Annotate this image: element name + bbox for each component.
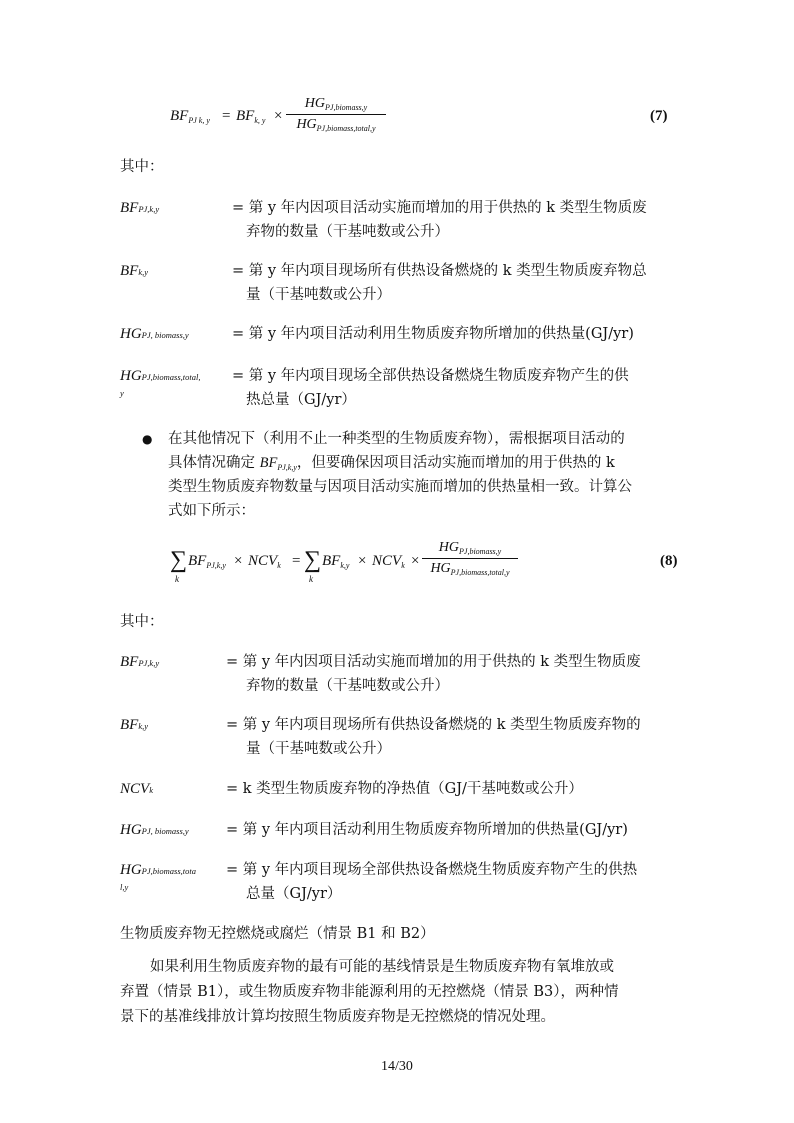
bullet-line-2: 具体情况确定 $BF_{PJ,k,y}$，但要确保因项目活动实施而增加的用于供热的 k bbox=[168, 455, 615, 472]
eq7-number: (7) bbox=[650, 108, 668, 124]
def1-hg-biomass bbox=[120, 322, 680, 348]
def-text-line2: 总量（GJ/yr） bbox=[246, 886, 342, 902]
eq7-lhs: $BF_{PJ k, y}$ bbox=[170, 108, 210, 125]
bullet-dot: ● bbox=[142, 432, 153, 446]
def-text-line2: 热总量（GJ/yr） bbox=[246, 392, 356, 408]
def-symbol: BFPJ,k,y bbox=[120, 200, 160, 216]
def-symbol: HGPJ,biomass,total, bbox=[120, 368, 201, 384]
eq7-fraction bbox=[286, 96, 386, 133]
page-number: 14/30 bbox=[381, 1059, 413, 1074]
def2-bf-pjky bbox=[120, 650, 680, 700]
paragraph-line-3: 景下的基准线排放计算均按照生物质废弃物是无控燃烧的情况处理。 bbox=[120, 1009, 555, 1025]
eq7-denominator: $HG_{PJ,biomass,total,y}$ bbox=[296, 117, 376, 133]
section-heading: 生物质废弃物无控燃烧或腐烂（情景 B1 和 B2） bbox=[120, 926, 435, 942]
def-symbol: BFk,y bbox=[120, 263, 148, 279]
def-symbol-subscript-wrap: y bbox=[120, 388, 124, 398]
def-text-line2: 量（干基吨数或公升） bbox=[246, 741, 391, 757]
def1-hg-biomass-total bbox=[120, 364, 680, 414]
eq8-bf-pj-term: $BF_{PJ,k,y}$ bbox=[188, 553, 226, 570]
equation-8 bbox=[170, 540, 690, 590]
def1-bf-pjky bbox=[120, 196, 680, 246]
def2-hg-biomass-total bbox=[120, 858, 680, 908]
eq7-numerator: $HG_{PJ,biomass,y}$ bbox=[304, 96, 368, 112]
def1-bf-ky bbox=[120, 259, 680, 309]
eq8-denominator: $HG_{PJ,biomass,total,y}$ bbox=[430, 561, 510, 577]
bullet-line-3: 类型生物质废弃物数量与因项目活动实施而增加的供热量相一致。计算公 bbox=[168, 479, 632, 495]
eq8-ncv-term-1: $NCV_k$ bbox=[248, 553, 281, 570]
eq8-times-1: × bbox=[234, 553, 243, 569]
eq7-bf-term: $BF_{k, y}$ bbox=[236, 108, 266, 125]
def-text-line2: 弃物的数量（干基吨数或公升） bbox=[246, 224, 449, 240]
def-text-line1: = 第 y 年内项目现场全部供热设备燃烧生物质废弃物产生的供 bbox=[232, 368, 629, 384]
def-symbol: HGPJ,biomass,tota bbox=[120, 862, 196, 878]
eq8-sum-index-2: k bbox=[309, 574, 313, 584]
where-label-1: 其中： bbox=[120, 159, 164, 175]
eq8-times-3: × bbox=[411, 553, 420, 569]
def-symbol: BFk,y bbox=[120, 717, 148, 733]
def-symbol: NCVk bbox=[120, 781, 153, 797]
eq8-bf-k-term: $BF_{k,y}$ bbox=[322, 553, 350, 570]
eq8-fraction bbox=[422, 540, 518, 577]
eq8-number: (8) bbox=[660, 553, 678, 569]
bullet-line-4: 式如下所示： bbox=[168, 503, 255, 519]
eq8-fraction-bar bbox=[422, 558, 518, 559]
def-symbol: BFPJ,k,y bbox=[120, 654, 160, 670]
def-text-line1: = 第 y 年内项目现场所有供热设备燃烧的 k 类型生物质废弃物的 bbox=[226, 717, 641, 733]
eq8-numerator: $HG_{PJ,biomass,y}$ bbox=[438, 540, 502, 556]
def-text-line2: 量（干基吨数或公升） bbox=[246, 287, 391, 303]
paragraph-line-2: 弃置（情景 B1），或生物质废弃物非能源利用的无控燃烧（情景 B3），两种情 bbox=[120, 984, 619, 1000]
equation-7 bbox=[170, 96, 690, 146]
def2-bf-ky bbox=[120, 713, 680, 763]
def-text-line1: = 第 y 年内因项目活动实施而增加的用于供热的 k 类型生物质废 bbox=[226, 654, 641, 670]
eq7-equals: = bbox=[222, 108, 231, 124]
eq8-times-2: × bbox=[358, 553, 367, 569]
paragraph-line-1: 如果利用生物质废弃物的最有可能的基线情景是生物质废弃物有氧堆放或 bbox=[150, 959, 614, 975]
eq8-equals: = bbox=[292, 553, 301, 569]
eq7-fraction-bar bbox=[286, 114, 386, 115]
eq8-sum-1: ∑ bbox=[170, 547, 188, 573]
def-text-line2: 弃物的数量（干基吨数或公升） bbox=[246, 678, 449, 694]
def2-hg-biomass bbox=[120, 818, 680, 844]
def-text-line1: = 第 y 年内项目现场全部供热设备燃烧生物质废弃物产生的供热 bbox=[226, 862, 638, 878]
def-text-line1: = 第 y 年内项目活动利用生物质废弃物所增加的供热量(GJ/yr) bbox=[226, 822, 628, 838]
def-text-line1: = 第 y 年内项目活动利用生物质废弃物所增加的供热量(GJ/yr) bbox=[232, 326, 634, 342]
def2-ncv-k bbox=[120, 777, 680, 803]
eq8-sum-2: ∑ bbox=[304, 547, 322, 573]
where-label-2: 其中： bbox=[120, 614, 164, 630]
def-text-line1: = k 类型生物质废弃物的净热值（GJ/干基吨数或公升） bbox=[226, 781, 583, 797]
eq8-sum-index-1: k bbox=[175, 574, 179, 584]
def-text-line1: = 第 y 年内因项目活动实施而增加的用于供热的 k 类型生物质废 bbox=[232, 200, 647, 216]
def-symbol: HGPJ, biomass,y bbox=[120, 326, 189, 342]
bullet-line-1: 在其他情况下（利用不止一种类型的生物质废弃物），需根据项目活动的 bbox=[168, 431, 625, 447]
def-symbol-subscript-wrap: l,y bbox=[120, 882, 129, 892]
eq8-ncv-term-2: $NCV_k$ bbox=[372, 553, 405, 570]
def-text-line1: = 第 y 年内项目现场所有供热设备燃烧的 k 类型生物质废弃物总 bbox=[232, 263, 647, 279]
def-symbol: HGPJ, biomass,y bbox=[120, 822, 189, 838]
eq7-times: × bbox=[274, 108, 283, 124]
